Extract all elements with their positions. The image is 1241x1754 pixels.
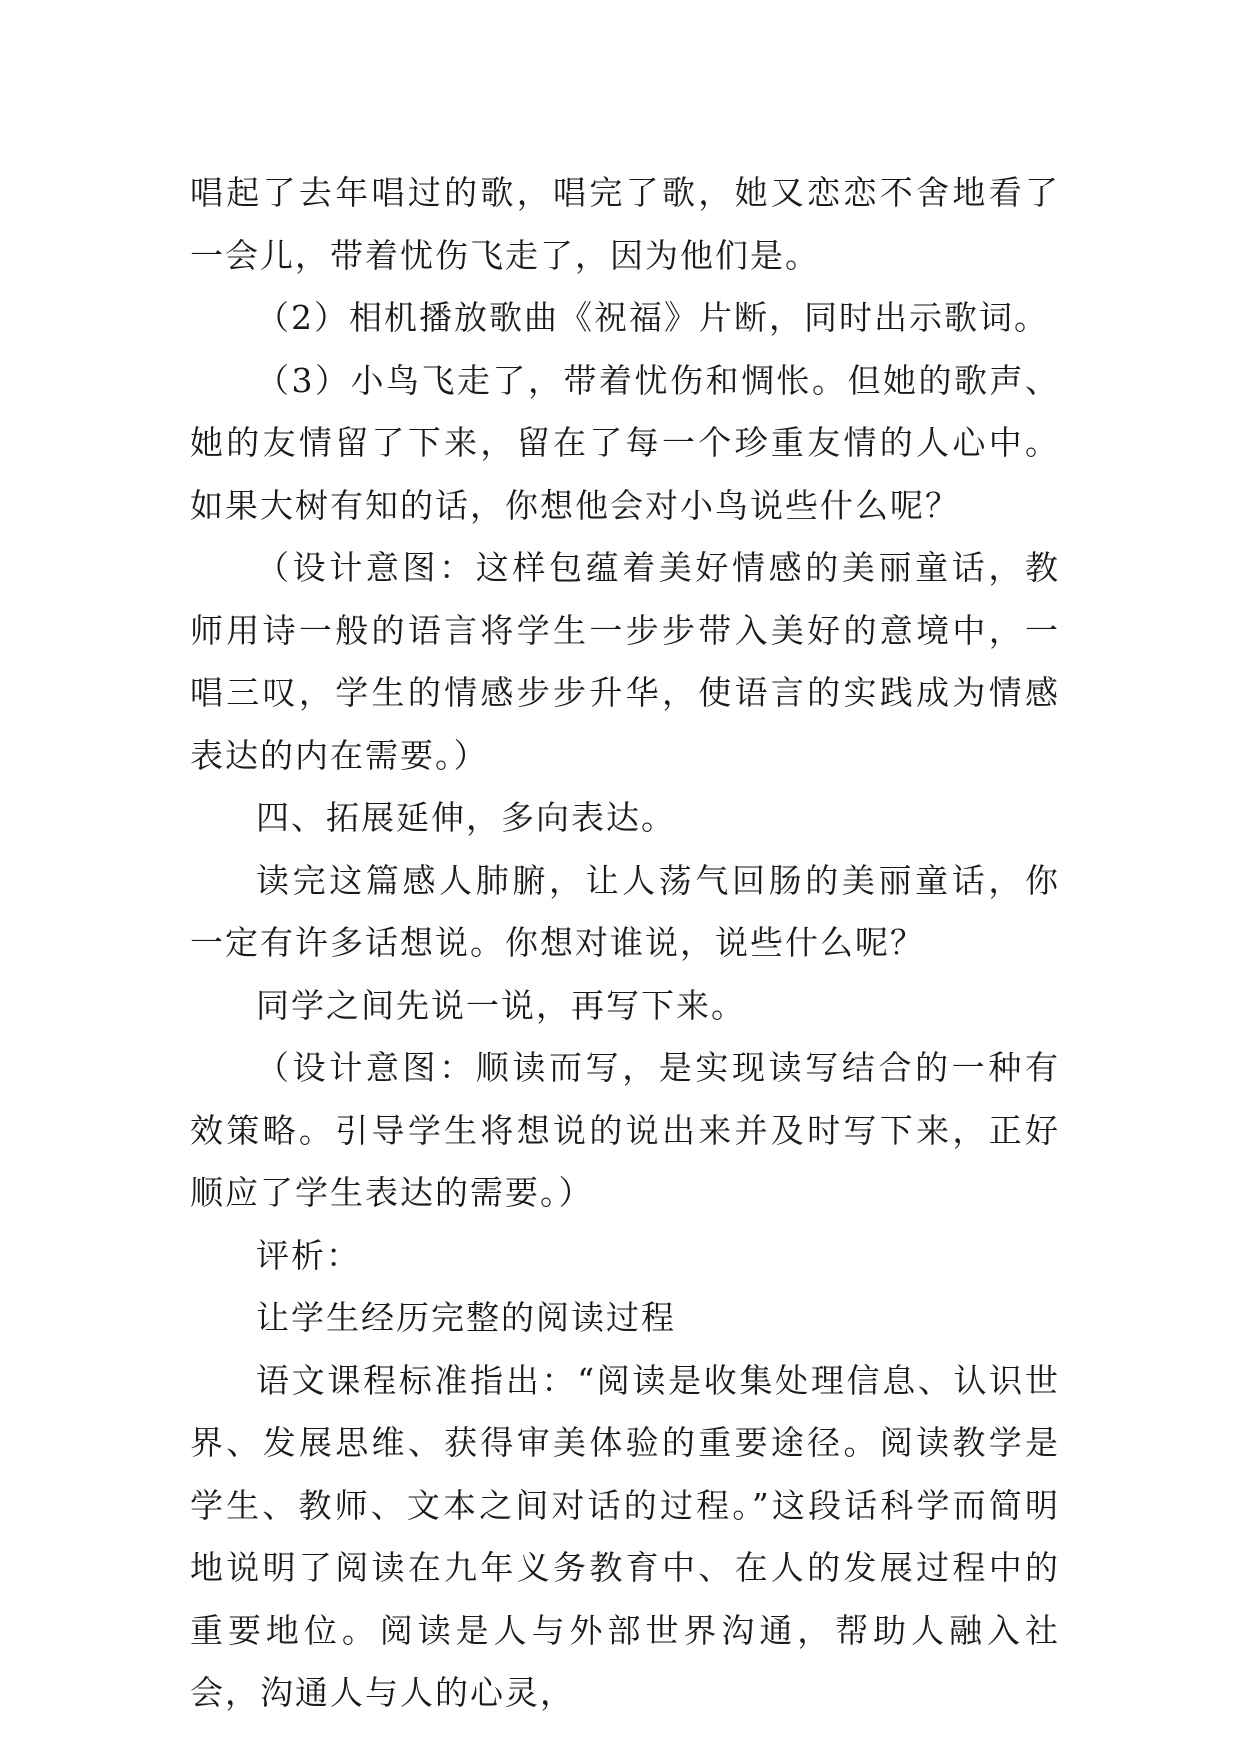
paragraph-song-continuation: 唱起了去年唱过的歌，唱完了歌，她又恋恋不舍地看了一会儿，带着忧伤飞走了，因为他们是。 (190, 173, 1060, 275)
paragraph-discussion: 同学之间先说一说，再写下来。 (256, 985, 746, 1025)
heading-reading-process: 让学生经历完整的阅读过程 (256, 1298, 676, 1337)
paragraph-design-intent-2: （设计意图：顺读而写，是实现读写结合的一种有效策略。引导学生将想说的说出来并及时写下来，正好顺应了学生表达的需要。） (190, 1048, 1060, 1212)
paragraph-design-intent-1: （设计意图：这样包蕴着美好情感的美丽童话，教师用诗一般的语言将学生一步步带入美好的意境中，一唱三叹，学生的情感步步升华，使语言的实践成为情感表达的内在需要。） (190, 548, 1060, 775)
heading-analysis: 评析： (256, 1235, 361, 1275)
paragraph-curriculum-standard: 语文课程标准指出：“阅读是收集处理信息、认识世界、发展思维、获得审美体验的重要途径。阅读教学是学生、教师、文本之间对话的过程。”这段话科学而简明地说明了阅读在九年义务教育中、在人的发展过程中的重要地位。阅读是人与外部世界沟通，帮助人融入社会，沟通人与人的心灵， (190, 1360, 1060, 1712)
paragraph-step-3: （3）小鸟飞走了，带着忧伤和惆怅。但她的歌声、她的友情留了下来，留在了每一个珍重友情的人心中。如果大树有知的话，你想他会对小鸟说些什么呢？ (190, 360, 1060, 525)
paragraph-step-2: （2）相机播放歌曲《祝福》片断，同时出示歌词。 (256, 298, 1049, 337)
document-body (190, 162, 1060, 1725)
paragraph-reading-prompt: 读完这篇感人肺腑，让人荡气回肠的美丽童话，你一定有许多话想说。你想对谁说，说些什么呢？ (190, 860, 1060, 962)
section-heading-extension: 四、拓展延伸，多向表达。 (256, 798, 676, 837)
